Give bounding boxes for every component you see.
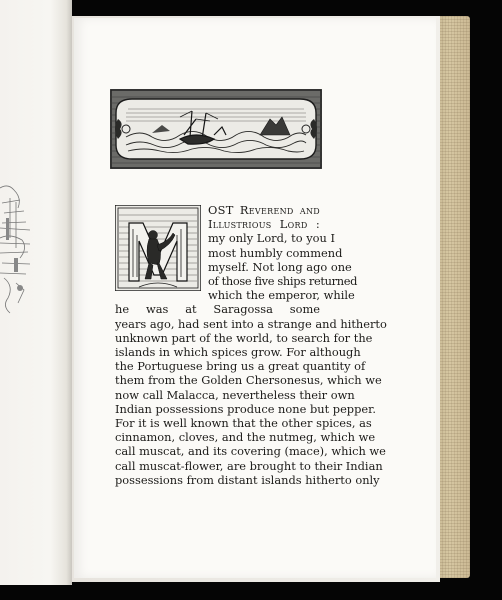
facing-page-illustration bbox=[0, 178, 32, 318]
text-line-10: unknown part of the world, to search for the bbox=[115, 330, 373, 345]
text-line-12: the Portuguese bring us a great quantity of bbox=[115, 359, 366, 374]
text-line-14: now call Malacca, nevertheless their own bbox=[115, 387, 355, 402]
text-line-1: OST Reverend and bbox=[208, 203, 320, 217]
text-line-7: which the emperor, while bbox=[208, 288, 355, 303]
facing-page bbox=[0, 0, 72, 585]
text-line-4: most humbly commend bbox=[208, 245, 343, 260]
book-cover-cloth bbox=[436, 16, 470, 578]
initial-space bbox=[115, 203, 205, 292]
text-line-6: of those five ships returned bbox=[208, 274, 358, 289]
text-line-2: Illustrious Lord : bbox=[208, 217, 320, 232]
shipwreck-engraving bbox=[110, 89, 322, 169]
text-line-19: call muscat-flower, are brought to their Indian bbox=[115, 458, 383, 473]
text-line-5: myself. Not long ago one bbox=[208, 259, 352, 274]
page-text bbox=[115, 203, 387, 487]
text-line-11: islands in which spices grow. For although bbox=[115, 345, 361, 360]
text-line-3: my only Lord, to you I bbox=[208, 231, 335, 246]
text-line-18: call muscat, and its covering (mace), which we bbox=[115, 444, 386, 459]
text-line-15: Indian possessions produce none but pepper. bbox=[115, 401, 376, 416]
text-line-8: he was at Saragossa some bbox=[115, 302, 320, 317]
text-line-13: them from the Golden Chersonesus, which we bbox=[115, 373, 382, 388]
text-line-17: cinnamon, cloves, and the nutmeg, which we bbox=[115, 430, 376, 445]
text-line-20: possessions from distant islands hitherto only bbox=[115, 472, 380, 487]
text-line-16: For it is well known that the other spices, as bbox=[115, 416, 372, 431]
text-line-9: years ago, had sent into a strange and hitherto bbox=[115, 316, 387, 331]
